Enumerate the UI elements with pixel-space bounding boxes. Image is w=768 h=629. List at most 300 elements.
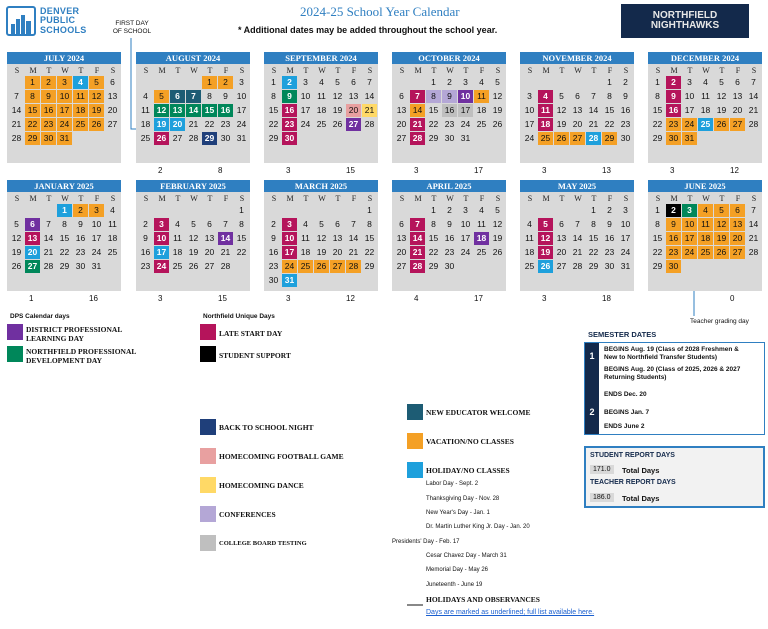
calendar-day: 7 — [351, 219, 356, 229]
calendar-day: 8 — [431, 219, 436, 229]
calendar-day: 13 — [204, 233, 215, 243]
calendar-day: 30 — [444, 133, 455, 143]
calendar-day: 16 — [282, 104, 297, 117]
calendar-day: 13 — [25, 232, 40, 245]
first-day-line2: OF SCHOOL — [112, 28, 152, 35]
weekday-label: T — [431, 194, 437, 203]
calendar-day: 9 — [223, 91, 228, 101]
calendar-day: 17 — [300, 105, 311, 115]
legend-student-support: STUDENT SUPPORT — [219, 351, 291, 360]
calendar-day: 22 — [59, 247, 70, 257]
holiday-item: Memorial Day - May 26 — [426, 567, 489, 573]
calendar-day: 15 — [428, 233, 439, 243]
month-card — [392, 180, 506, 291]
month-title: APRIL 2025 — [392, 180, 506, 192]
calendar-day: 26 — [714, 246, 729, 259]
calendar-day: 12 — [556, 105, 567, 115]
calendar-day: 8 — [271, 91, 276, 101]
nf-heading: Northfield Unique Days — [203, 313, 275, 320]
semester-1-number: 1 — [589, 351, 595, 361]
logo-line1: DENVER — [40, 5, 80, 16]
legend-swatch-blue — [407, 462, 423, 478]
calendar-day: 1 — [655, 205, 660, 215]
calendar-day: 9 — [607, 219, 612, 229]
calendar-day: 29 — [602, 132, 617, 145]
calendar-day: 29 — [202, 132, 217, 145]
weekday-label: T — [463, 66, 469, 75]
calendar-day: 28 — [586, 132, 601, 145]
semester-end-1: ENDS Dec. 20 — [604, 391, 647, 398]
weekday-label: S — [239, 194, 245, 203]
calendar-day: 28 — [346, 260, 361, 273]
holiday-item: Juneteenth - June 19 — [426, 582, 483, 588]
calendar-day: 11 — [141, 105, 150, 115]
calendar-day: 23 — [604, 247, 615, 257]
holiday-item: Dr. Martin Luther King Jr. Day - Jan. 20 — [426, 524, 530, 530]
calendar-day: 19 — [492, 233, 503, 243]
month-title: NOVEMBER 2024 — [520, 52, 634, 64]
calendar-day: 11 — [701, 91, 710, 101]
calendar-day: 30 — [620, 133, 631, 143]
student-total-label: Total Days — [622, 466, 660, 475]
calendar-day: 29 — [59, 261, 70, 271]
weekday-label: S — [495, 194, 501, 203]
weekday-label: M — [158, 66, 166, 75]
month-title: FEBRUARY 2025 — [136, 180, 250, 192]
calendar-day: 19 — [492, 105, 503, 115]
calendar-day: 7 — [410, 218, 425, 231]
legend-swatch-purple — [7, 324, 23, 340]
weekday-label: T — [463, 194, 469, 203]
calendar-day: 3 — [239, 77, 244, 87]
first-day-line1: FIRST DAY — [115, 20, 149, 27]
calendar-day: 21 — [348, 247, 359, 257]
legend-dps-pl-line2: LEARNING DAY — [26, 334, 84, 343]
calendar-day: 16 — [666, 232, 681, 245]
calendar-day: 25 — [73, 118, 88, 131]
calendar-day: 2 — [73, 204, 88, 217]
weekday-label: T — [687, 66, 693, 75]
calendar-day: 8 — [607, 91, 612, 101]
month-card — [648, 52, 762, 163]
weekday-label: M — [158, 194, 166, 203]
weekday-label: M — [670, 66, 678, 75]
month-card — [520, 52, 634, 163]
calendar-day: 18 — [140, 119, 151, 129]
semester-begin-1-line2: New to Northfield Transfer Students) — [604, 354, 718, 361]
weekday-label: S — [367, 194, 373, 203]
calendar-day: 19 — [332, 105, 343, 115]
student-report-heading: STUDENT REPORT DAYS — [590, 452, 675, 459]
calendar-day: 8 — [591, 219, 596, 229]
weekday-label: F — [735, 66, 741, 75]
month-count-left: 3 — [542, 294, 547, 303]
school-line2: NIGHTHAWKS — [650, 20, 720, 31]
weekday-label: F — [735, 194, 741, 203]
weekday-label: S — [271, 194, 277, 203]
calendar-day: 28 — [11, 133, 22, 143]
calendar-day: 22 — [204, 119, 215, 129]
calendar-day: 6 — [399, 91, 404, 101]
page-subtitle: * Additional dates may be added throughout the school year. — [238, 25, 498, 35]
calendar-day: 24 — [236, 119, 247, 129]
month-count-right: 15 — [218, 294, 227, 303]
calendar-day: 22 — [652, 119, 663, 129]
calendar-day: 20 — [556, 247, 567, 257]
calendar-day: 25 — [107, 247, 118, 257]
calendar-day: 15 — [25, 104, 40, 117]
legend-swatch-green — [7, 346, 23, 362]
calendar-day: 12 — [538, 232, 553, 245]
calendar-day: 9 — [41, 90, 56, 103]
calendar-day: 13 — [107, 91, 118, 101]
calendar-day: 8 — [239, 219, 244, 229]
calendar-day: 28 — [748, 119, 759, 129]
calendar-day: 30 — [444, 261, 455, 271]
calendar-day: 17 — [620, 233, 631, 243]
calendar-day: 18 — [474, 232, 489, 245]
weekday-label: T — [335, 66, 341, 75]
calendar-day: 26 — [314, 260, 329, 273]
calendar-day: 26 — [11, 261, 22, 271]
calendar-day: 5 — [495, 77, 500, 87]
calendar-day: 7 — [367, 77, 372, 87]
month-count-left: 1 — [29, 294, 34, 303]
calendar-day: 17 — [236, 105, 247, 115]
calendar-day: 14 — [364, 91, 375, 101]
weekday-label: F — [223, 66, 229, 75]
calendar-day: 4 — [303, 219, 308, 229]
calendar-day: 8 — [426, 90, 441, 103]
month-card — [136, 52, 250, 163]
calendar-day: 18 — [700, 105, 711, 115]
calendar-day: 24 — [154, 260, 169, 273]
legend-swatch-teal — [407, 404, 423, 420]
calendar-day: 13 — [396, 233, 407, 243]
calendar-day: 30 — [220, 133, 231, 143]
month-count-left: 3 — [414, 166, 419, 175]
weekday-label: S — [495, 66, 501, 75]
calendar-day: 11 — [108, 219, 117, 229]
month-count-right: 0 — [730, 294, 735, 303]
calendar-day: 3 — [682, 204, 697, 217]
calendar-day: 29 — [268, 133, 279, 143]
calendar-day: 2 — [607, 205, 612, 215]
weekday-label: S — [143, 194, 149, 203]
weekday-label: S — [110, 194, 116, 203]
calendar-day: 1 — [271, 77, 276, 87]
calendar-day: 3 — [57, 76, 72, 89]
semester-begin-2 — [604, 366, 740, 382]
month-card — [392, 52, 506, 163]
calendar-day: 1 — [202, 76, 217, 89]
calendar-day: 13 — [732, 91, 743, 101]
month-title: JANUARY 2025 — [7, 180, 121, 192]
weekday-label: S — [527, 66, 533, 75]
calendar-day: 14 — [348, 233, 359, 243]
calendar-day: 12 — [492, 219, 503, 229]
holiday-item: Thanksgiving Day - Nov. 28 — [426, 496, 500, 502]
calendar-day: 8 — [655, 91, 660, 101]
calendar-day: 22 — [428, 247, 439, 257]
calendar-day: 5 — [319, 219, 324, 229]
calendar-day: 31 — [460, 133, 471, 143]
calendar-day: 8 — [655, 219, 660, 229]
calendar-day: 6 — [399, 219, 404, 229]
month-count-left: 3 — [542, 166, 547, 175]
calendar-day: 17 — [282, 246, 297, 259]
holiday-item: Presidents' Day - Feb. 17 — [392, 539, 460, 545]
calendar-day: 8 — [207, 91, 212, 101]
calendar-day: 25 — [172, 261, 183, 271]
calendar-day: 9 — [143, 233, 148, 243]
calendar-day: 3 — [687, 77, 692, 87]
calendar-day: 27 — [204, 261, 215, 271]
calendar-day: 2 — [41, 76, 56, 89]
calendar-day: 24 — [91, 247, 102, 257]
calendar-day: 31 — [282, 274, 297, 287]
logo-line3: SCHOOLS — [40, 24, 87, 35]
semester-heading: SEMESTER DATES — [588, 330, 657, 339]
calendar-day: 20 — [346, 104, 361, 117]
calendar-day: 20 — [25, 246, 40, 259]
legend-swatch-navy — [200, 419, 216, 435]
teacher-report-heading: TEACHER REPORT DAYS — [590, 479, 676, 486]
calendar-day: 14 — [410, 232, 425, 245]
legend-swatch-black — [200, 346, 216, 362]
calendar-day: 24 — [682, 246, 697, 259]
calendar-day: 10 — [282, 232, 297, 245]
calendar-day: 23 — [666, 118, 681, 131]
legend-dps-pl-line1: DISTRICT PROFESSIONAL — [26, 325, 123, 334]
month-title: MARCH 2025 — [264, 180, 378, 192]
month-count-right: 8 — [218, 166, 223, 175]
calendar-day: 25 — [140, 133, 151, 143]
calendar-day: 9 — [271, 233, 276, 243]
calendar-day: 19 — [556, 119, 567, 129]
calendar-day: 12 — [332, 91, 343, 101]
calendar-day: 11 — [477, 219, 486, 229]
calendar-day: 11 — [698, 218, 713, 231]
calendar-day: 31 — [236, 133, 247, 143]
month-count-left: 3 — [158, 294, 163, 303]
calendar-day: 4 — [538, 90, 553, 103]
legend-swatch-gray — [200, 535, 216, 551]
calendar-day: 21 — [588, 119, 599, 129]
calendar-day: 3 — [282, 218, 297, 231]
calendar-day: 29 — [25, 132, 40, 145]
weekday-label: F — [607, 66, 613, 75]
calendar-day: 11 — [474, 90, 489, 103]
calendar-day: 24 — [620, 247, 631, 257]
weekday-label: F — [94, 66, 100, 75]
calendar-day: 2 — [666, 204, 681, 217]
month-count-right: 17 — [474, 166, 483, 175]
weekday-label: M — [414, 66, 422, 75]
calendar-day: 10 — [460, 219, 471, 229]
calendar-day: 5 — [495, 205, 500, 215]
weekday-label: T — [46, 194, 52, 203]
calendar-day: 18 — [107, 233, 118, 243]
legend-swatch-orange — [407, 433, 423, 449]
calendar-day: 19 — [716, 105, 727, 115]
calendar-day: 5 — [154, 90, 169, 103]
weekday-label: W — [190, 194, 198, 203]
month-card — [264, 180, 378, 291]
calendar-day: 26 — [188, 261, 199, 271]
calendar-day: 20 — [396, 247, 407, 257]
calendar-day: 30 — [282, 132, 297, 145]
semester-end-2: ENDS June 2 — [604, 423, 645, 430]
calendar-day: 1 — [367, 205, 372, 215]
calendar-day: 4 — [698, 204, 713, 217]
calendar-day: 18 — [300, 247, 311, 257]
calendar-day: 13 — [396, 105, 407, 115]
calendar-day: 23 — [75, 247, 86, 257]
weekday-label: T — [175, 194, 181, 203]
weekday-label: T — [175, 66, 181, 75]
calendar-day: 21 — [362, 104, 377, 117]
weekday-label: T — [335, 194, 341, 203]
calendar-day: 28 — [43, 261, 54, 271]
weekday-label: M — [286, 66, 294, 75]
calendar-day: 10 — [300, 91, 311, 101]
calendar-day: 31 — [57, 132, 72, 145]
weekday-label: W — [61, 194, 69, 203]
calendar-day: 25 — [538, 132, 553, 145]
calendar-day: 14 — [410, 104, 425, 117]
calendar-day: 22 — [268, 119, 279, 129]
weekday-label: T — [559, 66, 565, 75]
calendar-day: 10 — [57, 90, 72, 103]
month-title: OCTOBER 2024 — [392, 52, 506, 64]
weekday-label: W — [446, 66, 454, 75]
calendar-day: 23 — [268, 261, 279, 271]
calendar-day: 14 — [572, 233, 583, 243]
school-line1: NORTHFIELD — [652, 10, 718, 21]
calendar-day: 16 — [140, 247, 151, 257]
calendar-day: 15 — [236, 233, 247, 243]
calendar-day: 1 — [431, 205, 436, 215]
calendar-day: 21 — [11, 119, 22, 129]
weekday-label: S — [399, 66, 405, 75]
calendar-day: 2 — [447, 205, 452, 215]
calendar-day: 1 — [655, 77, 660, 87]
calendar-day: 27 — [396, 261, 407, 271]
dps-heading: DPS Calendar days — [10, 313, 70, 320]
calendar-day: 14 — [218, 232, 233, 245]
weekday-label: T — [591, 66, 597, 75]
weekday-label: M — [542, 66, 550, 75]
legend-nf-pd — [26, 347, 136, 365]
month-card — [7, 180, 121, 291]
calendar-day: 22 — [236, 247, 247, 257]
weekday-label: W — [318, 66, 326, 75]
legend-underline-swatch — [407, 604, 423, 606]
calendar-day: 3 — [89, 204, 104, 217]
calendar-day: 26 — [714, 118, 729, 131]
weekday-label: T — [46, 66, 52, 75]
month-title: MAY 2025 — [520, 180, 634, 192]
calendar-day: 31 — [620, 261, 631, 271]
calendar-day: 19 — [154, 118, 169, 131]
legend-late-start: LATE START DAY — [219, 329, 283, 338]
calendar-day: 9 — [666, 218, 681, 231]
calendar-day: 25 — [524, 261, 535, 271]
calendar-day: 24 — [682, 118, 697, 131]
calendar-day: 8 — [25, 90, 40, 103]
calendar-day: 15 — [364, 233, 375, 243]
calendar-day: 4 — [73, 76, 88, 89]
month-count-right: 12 — [346, 294, 355, 303]
calendar-day: 27 — [556, 261, 567, 271]
calendar-day: 25 — [476, 119, 487, 129]
calendar-day: 13 — [730, 218, 745, 231]
holidays-full-list-link[interactable]: Days are marked as underlined; full list available here. — [426, 609, 595, 616]
weekday-label: S — [239, 66, 245, 75]
calendar-day: 2 — [666, 76, 681, 89]
weekday-label: S — [527, 194, 533, 203]
calendar-day: 21 — [410, 118, 425, 131]
calendar-day: 20 — [572, 119, 583, 129]
weekday-label: T — [719, 66, 725, 75]
month-title: DECEMBER 2024 — [648, 52, 762, 64]
weekday-label: F — [351, 66, 357, 75]
calendar-day: 24 — [300, 119, 311, 129]
month-title: SEPTEMBER 2024 — [264, 52, 378, 64]
calendar-day: 26 — [538, 260, 553, 273]
calendar-day: 22 — [604, 119, 615, 129]
calendar-day: 13 — [572, 105, 583, 115]
calendar-day: 30 — [666, 132, 681, 145]
month-count-right: 16 — [89, 294, 98, 303]
calendar-day: 27 — [330, 260, 345, 273]
legend-swatch-yellow — [200, 477, 216, 493]
calendar-day: 2 — [271, 219, 276, 229]
legend-conferences: CONFERENCES — [219, 510, 276, 519]
calendar-day: 9 — [623, 91, 628, 101]
calendar-day: 3 — [303, 77, 308, 87]
weekday-label: W — [61, 66, 69, 75]
calendar-day: 26 — [332, 119, 343, 129]
calendar-day: 19 — [714, 232, 729, 245]
calendar-day: 28 — [364, 119, 375, 129]
calendar-day: 28 — [410, 132, 425, 145]
weekday-label: W — [702, 194, 710, 203]
calendar-day: 21 — [188, 119, 199, 129]
weekday-label: S — [623, 66, 629, 75]
legend-college-board: COLLEGE BOARD TESTING — [219, 540, 307, 547]
calendar-day: 24 — [460, 247, 471, 257]
semester-begin-2-line1: BEGINS Aug. 20 (Class of 2025, 2026 & 2027 — [604, 366, 741, 373]
semester-box — [584, 342, 765, 435]
weekday-label: W — [318, 194, 326, 203]
calendar-day: 23 — [41, 118, 56, 131]
calendar-day: 10 — [154, 232, 169, 245]
calendar-day: 15 — [604, 105, 615, 115]
calendar-day: 26 — [154, 132, 169, 145]
calendar-day: 29 — [428, 133, 439, 143]
calendar-day: 2 — [282, 76, 297, 89]
calendar-day: 19 — [316, 247, 327, 257]
calendar-day: 16 — [268, 247, 279, 257]
month-card — [648, 180, 762, 291]
calendar-day: 21 — [410, 246, 425, 259]
weekday-label: W — [190, 66, 198, 75]
weekday-label: M — [29, 66, 37, 75]
calendar-day: 17 — [57, 104, 72, 117]
calendar-day: 24 — [460, 119, 471, 129]
